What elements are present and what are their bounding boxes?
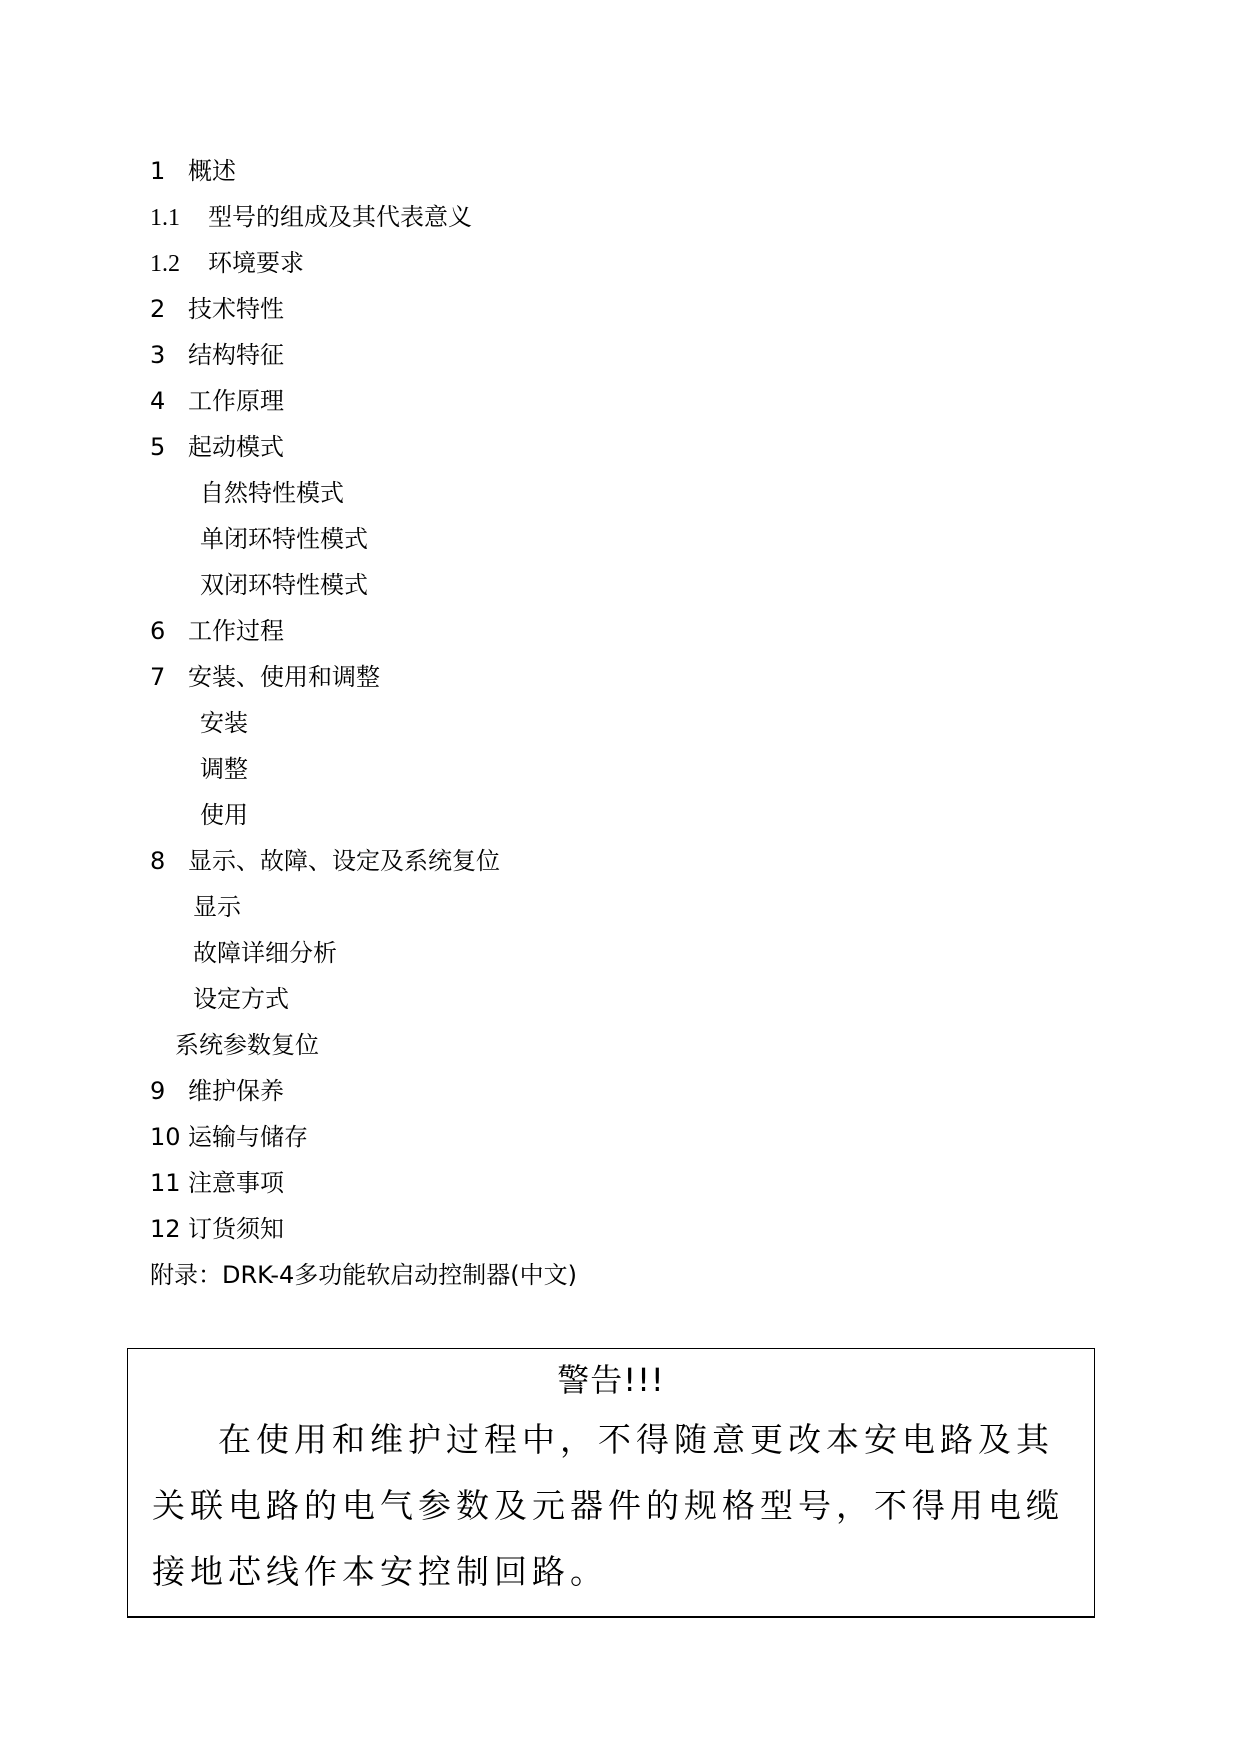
toc-title: 系统参数复位 [175,1031,319,1059]
toc-subitem [150,562,1050,608]
toc-item [150,424,1050,470]
toc-number: 1 [150,157,166,185]
toc-item [150,1206,1050,1252]
appendix-title: 附录：DRK-4多功能软启动控制器(中文) [150,1261,578,1289]
toc-item [150,1068,1050,1114]
warning-body: 在使用和维护过程中，不得随意更改本安电路及其关联电路的电气参数及元器件的规格型号，不得用电缆接地芯线作本安控制回路。 [152,1420,1064,1591]
toc-number: 6 [150,617,166,645]
toc-title: 调整 [200,755,248,783]
toc-title: 自然特性模式 [200,479,344,507]
toc-number: 4 [150,387,166,415]
toc-item [150,286,1050,332]
toc-title: 安装、使用和调整 [188,663,380,691]
toc-title: 技术特性 [188,295,284,323]
toc-title: 结构特征 [188,341,284,369]
toc-number: 3 [150,341,166,369]
toc-title: 使用 [200,801,248,829]
toc-subitem [150,746,1050,792]
toc-item [150,378,1050,424]
toc-title: 环境要求 [208,249,304,277]
toc-subitem [150,976,1050,1022]
toc-title: 显示、故障、设定及系统复位 [188,847,500,875]
toc-number: 9 [150,1077,166,1105]
toc-subitem [150,930,1050,976]
toc-title: 安装 [200,709,248,737]
toc-number: 1.1 [150,205,180,231]
toc-item [150,654,1050,700]
toc-title: 订货须知 [188,1215,284,1243]
warning-box [127,1348,1095,1618]
toc-title: 显示 [193,893,241,921]
warning-title: 警告!!! [557,1361,665,1399]
toc-number: 5 [150,433,166,461]
toc-subitem [150,700,1050,746]
toc-number: 11 [150,1169,181,1197]
toc-title: 双闭环特性模式 [200,571,368,599]
toc-title: 注意事项 [188,1169,284,1197]
toc-item [150,194,1050,240]
toc-title: 工作过程 [188,617,284,645]
toc-number: 8 [150,847,166,875]
toc-subitem [150,516,1050,562]
toc-item [150,608,1050,654]
toc-item [150,1114,1050,1160]
toc-title: 单闭环特性模式 [200,525,368,553]
toc-item [150,1160,1050,1206]
toc-number: 7 [150,663,166,691]
toc-title: 概述 [188,157,236,185]
toc-item [150,332,1050,378]
toc-title: 型号的组成及其代表意义 [208,203,472,231]
toc-subitem [150,792,1050,838]
toc-item [150,838,1050,884]
toc-subitem [150,884,1050,930]
toc-item [150,148,1050,194]
toc-title: 维护保养 [188,1077,284,1105]
toc-item [150,240,1050,286]
toc-subitem [150,1022,1050,1068]
table-of-contents [150,148,1050,1298]
toc-title: 起动模式 [188,433,284,461]
toc-appendix [150,1252,1050,1298]
toc-title: 设定方式 [193,985,289,1013]
toc-number: 1.2 [150,251,180,277]
toc-title: 运输与储存 [188,1123,308,1151]
toc-number: 12 [150,1215,181,1243]
toc-title: 故障详细分析 [193,939,337,967]
toc-number: 2 [150,295,166,323]
toc-subitem [150,470,1050,516]
toc-title: 工作原理 [188,387,284,415]
toc-number: 10 [150,1123,181,1151]
